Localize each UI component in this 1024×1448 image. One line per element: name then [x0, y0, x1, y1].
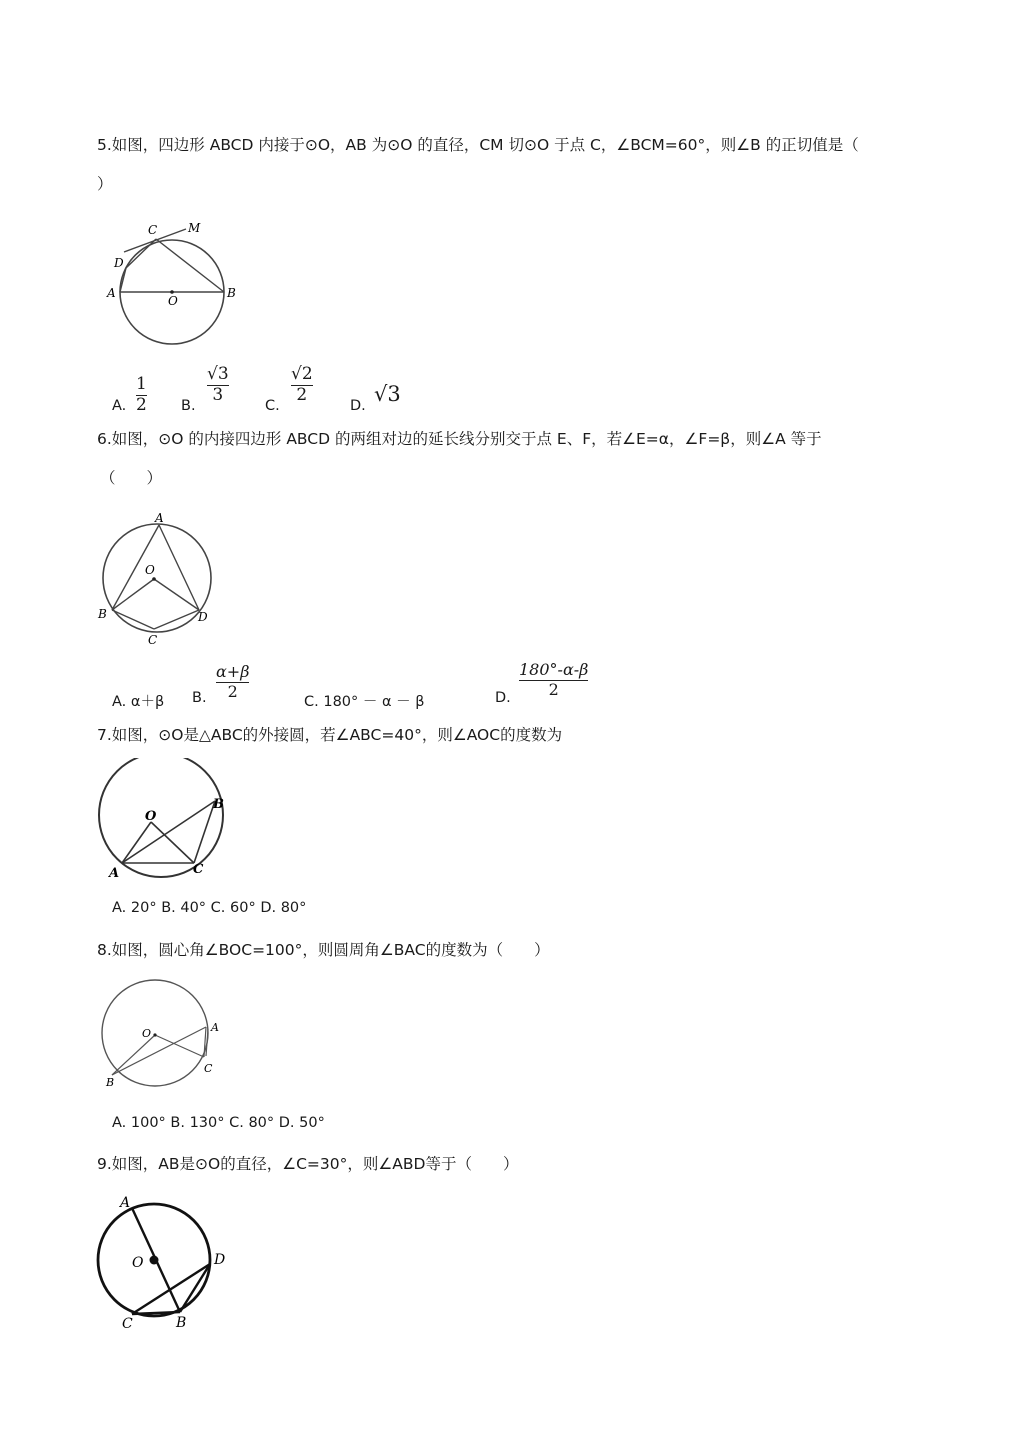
fraction-numerator: α+β — [216, 662, 250, 681]
question-6-option-b-label: B. — [192, 690, 207, 706]
question-9-text: 9.如图，AB是⊙O的直径，∠C=30°，则∠ABD等于（ ） — [97, 1155, 519, 1173]
question-8-options: A. 100° B. 130° C. 80° D. 50° — [112, 1115, 325, 1131]
question-9-figure — [92, 1188, 240, 1333]
fraction-numerator: √3 — [207, 364, 229, 384]
label-o: O — [168, 294, 178, 308]
label-o: O — [145, 563, 155, 577]
label-o: O — [142, 1027, 152, 1040]
question-7-options: A. 20° B. 40° C. 60° D. 80° — [112, 900, 307, 916]
label-a: A — [120, 1195, 131, 1211]
question-6-option-d-label: D. — [495, 690, 511, 706]
label-c: C — [193, 862, 204, 877]
fraction-denominator: 2 — [548, 679, 559, 699]
question-5-option-a-fraction — [136, 376, 147, 415]
chord-cb — [156, 239, 224, 292]
question-5-option-d-value: √3 — [374, 382, 401, 406]
question-5-option-d-label: D. — [350, 398, 366, 414]
label-a: A — [107, 286, 116, 300]
label-b: B — [176, 1315, 187, 1331]
question-6-option-c: C. 180° － α － β — [304, 694, 425, 710]
label-b: B — [227, 286, 236, 300]
question-5-option-b-fraction — [207, 366, 229, 405]
question-6-option-d-fraction — [519, 662, 588, 699]
chord-cd — [132, 1264, 210, 1314]
question-5-option-c-label: C. — [265, 398, 280, 414]
question-7-figure — [95, 758, 240, 883]
fraction-denominator: 2 — [136, 394, 147, 415]
question-5-text-cont: ） — [97, 175, 113, 193]
question-6-figure — [95, 508, 225, 648]
fraction-numerator: √2 — [291, 364, 313, 384]
question-8-text: 8.如图，圆心角∠BOC=100°，则圆周角∠BAC的度数为（ ） — [97, 941, 550, 959]
fraction-denominator: 2 — [296, 384, 308, 405]
fraction-denominator: 3 — [212, 384, 224, 405]
question-6-option-b-fraction — [216, 664, 249, 701]
center-o — [152, 577, 156, 581]
side-ab — [122, 801, 215, 863]
label-o: O — [132, 1255, 144, 1271]
radius-oc — [155, 1035, 204, 1057]
side-bc — [194, 801, 215, 863]
question-5-option-c-fraction — [291, 366, 313, 405]
circle-o — [103, 524, 211, 632]
label-a: A — [211, 1021, 219, 1034]
chord-cd — [126, 239, 156, 268]
label-b: B — [213, 797, 224, 812]
question-5-text: 5.如图，四边形 ABCD 内接于⊙O，AB 为⊙O 的直径，CM 切⊙O 于点 C，∠BCM=60°，则∠B 的正切值是（ — [97, 136, 859, 154]
center-o — [153, 1033, 156, 1036]
label-d: D — [198, 610, 208, 624]
label-b: B — [106, 1076, 115, 1089]
chord-db — [180, 1264, 210, 1312]
segment-bo — [112, 579, 154, 610]
label-d: D — [114, 256, 124, 270]
label-a: A — [109, 866, 120, 881]
fraction-numerator: 180°-α-β — [519, 660, 589, 679]
fraction-numerator: 1 — [136, 374, 147, 394]
label-c: C — [122, 1316, 133, 1332]
circle-o — [99, 758, 223, 877]
radius-oc — [151, 822, 194, 863]
label-o: O — [145, 809, 157, 824]
label-m: M — [188, 221, 201, 235]
radius-oa — [122, 822, 151, 863]
question-6-text-cont: （ ） — [100, 469, 163, 487]
label-c: C — [204, 1062, 213, 1075]
question-5-figure — [100, 215, 250, 355]
label-b: B — [98, 607, 107, 621]
label-c: C — [148, 223, 158, 237]
question-5-option-b-label: B. — [181, 398, 196, 414]
question-5-option-a-label: A. — [112, 398, 127, 414]
question-7-text: 7.如图，⊙O是△ABC的外接圆，若∠ABC=40°，则∠AOC的度数为 — [97, 726, 563, 744]
question-8-figure — [95, 975, 230, 1090]
question-6-text: 6.如图，⊙O 的内接四边形 ABCD 的两组对边的延长线分别交于点 E、F，若∠E=α，∠F=β，则∠A 等于 — [97, 430, 822, 448]
label-c: C — [148, 633, 158, 647]
label-d: D — [214, 1252, 226, 1268]
fraction-denominator: 2 — [227, 681, 238, 701]
center-o — [150, 1256, 159, 1265]
question-6-option-a: A. α＋β — [112, 694, 165, 710]
label-a: A — [155, 511, 164, 525]
radius-ob — [112, 1035, 155, 1075]
